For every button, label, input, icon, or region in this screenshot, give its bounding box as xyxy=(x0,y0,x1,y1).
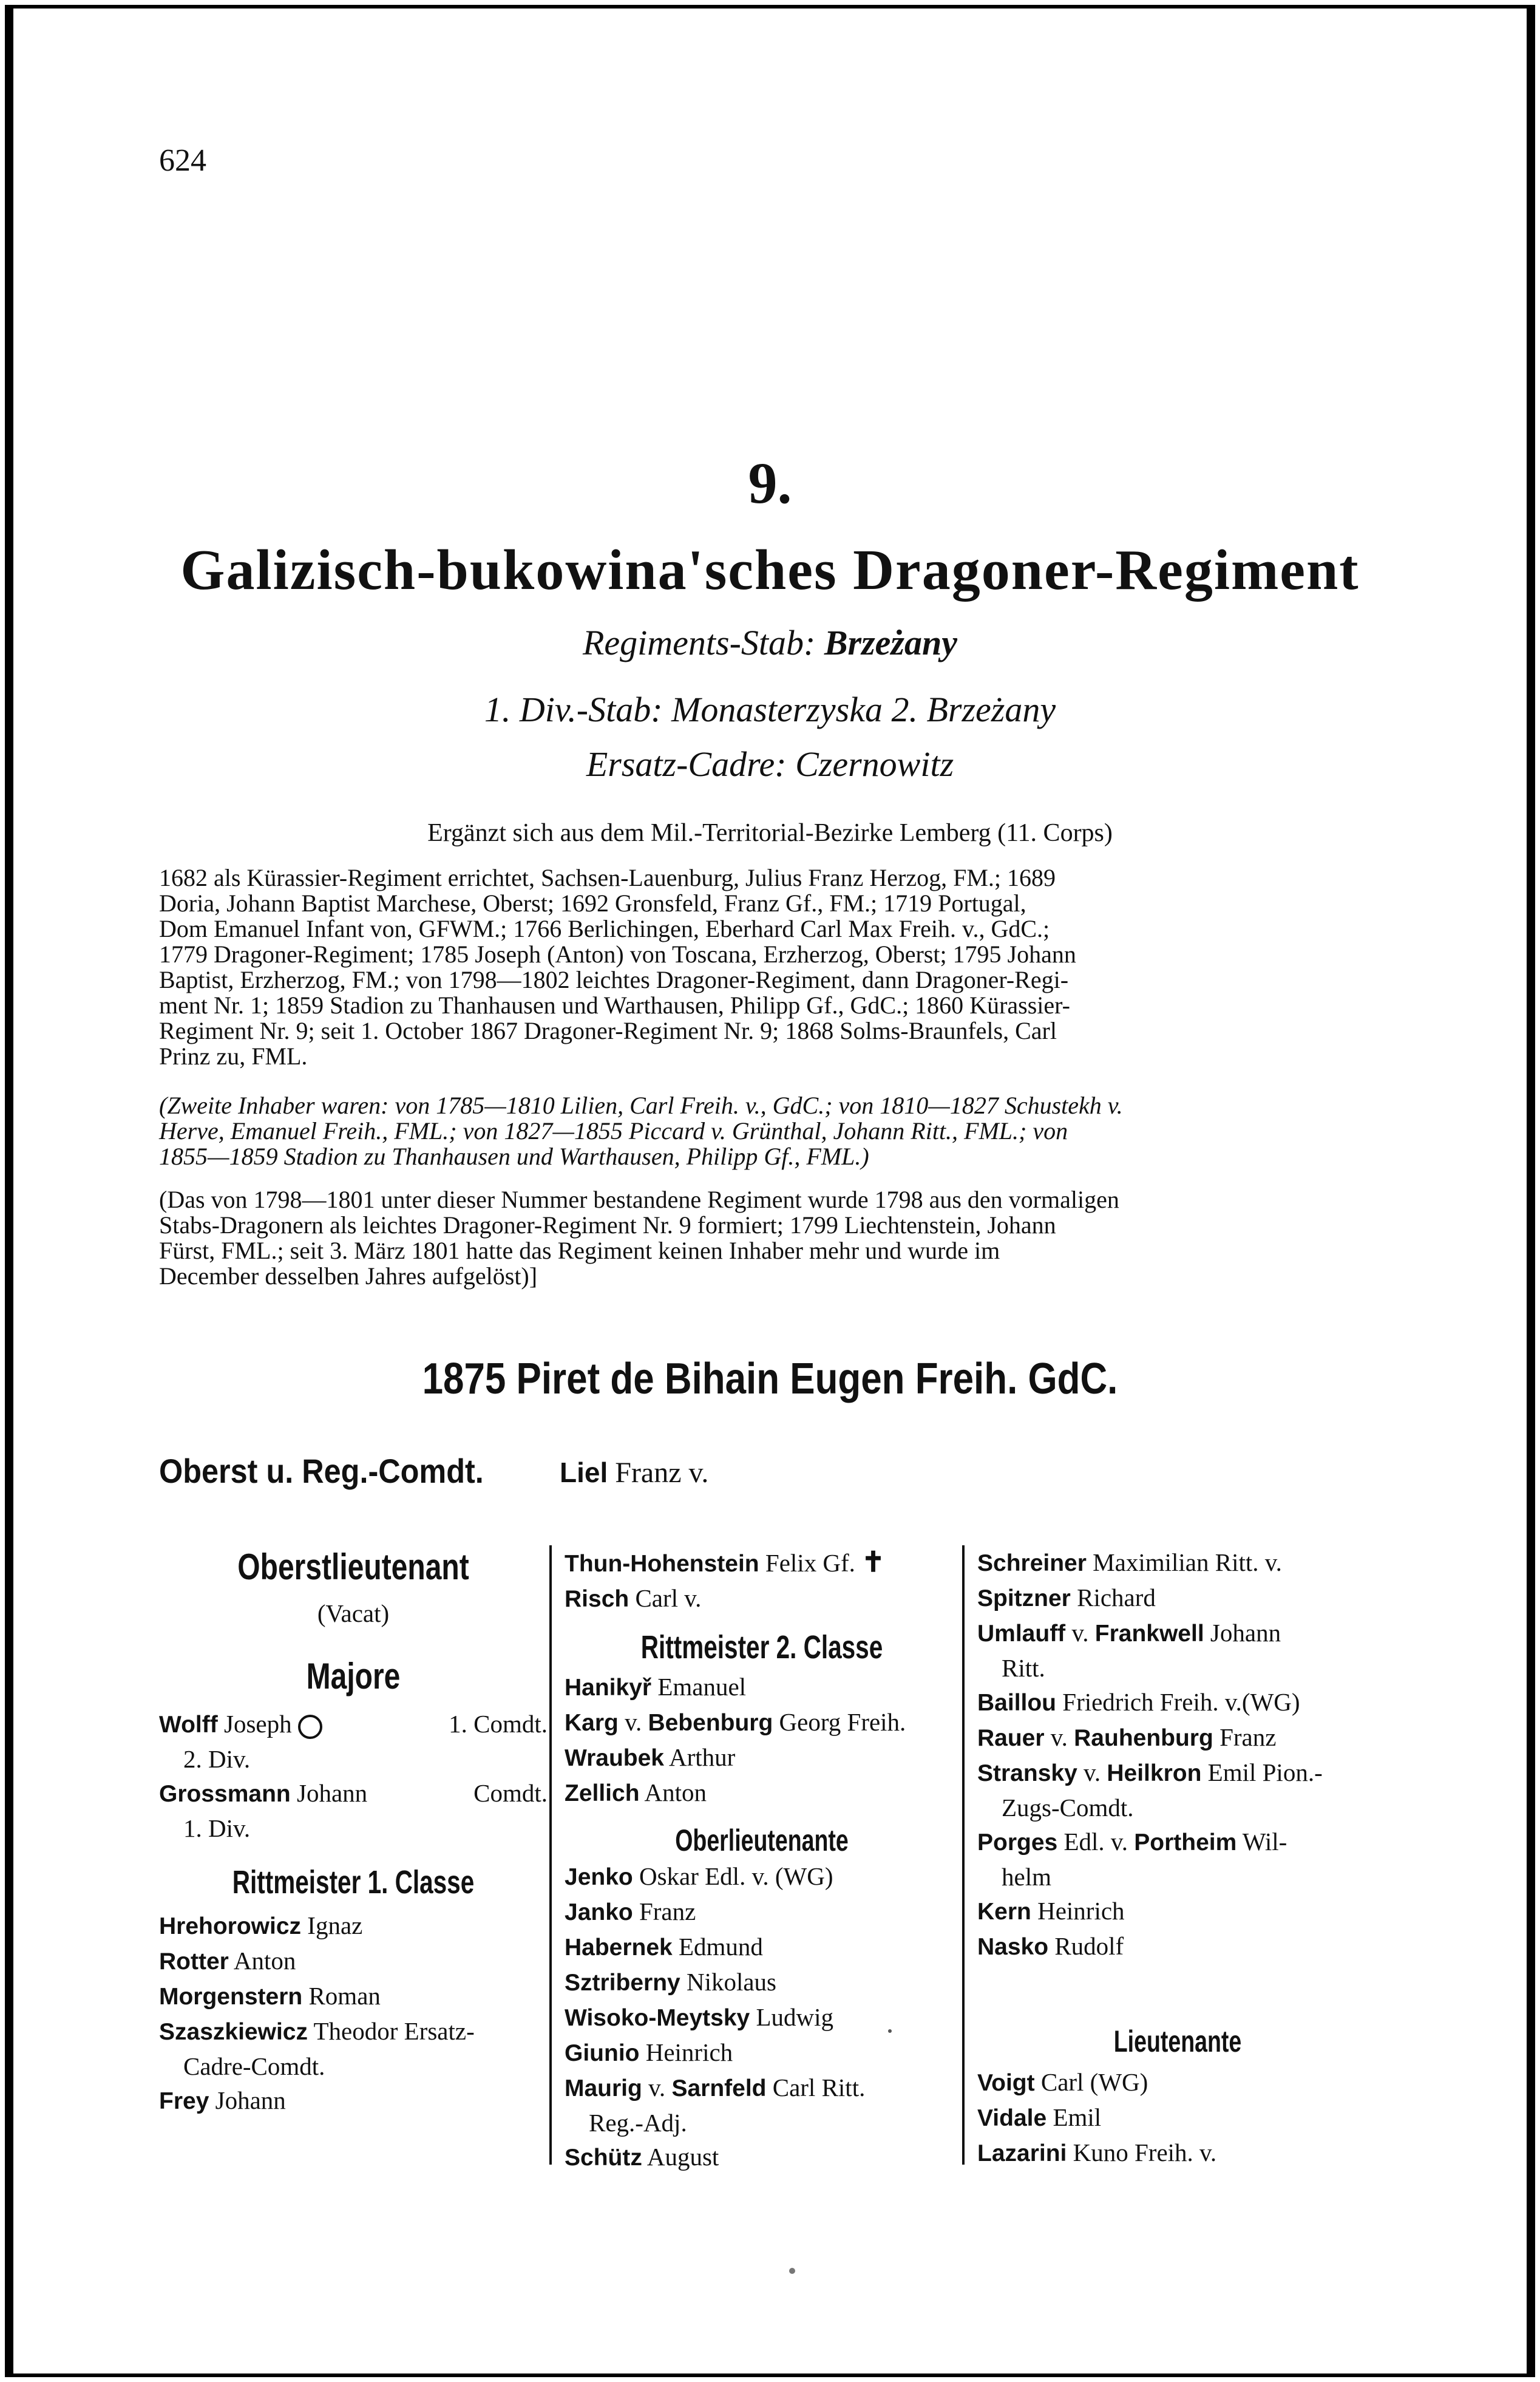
entry-name: Spitzner xyxy=(977,1585,1071,1611)
entry-name: Kern xyxy=(977,1899,1031,1925)
stab-label: Regiments-Stab: xyxy=(583,623,816,662)
column-3 xyxy=(977,1545,1378,2171)
list-item xyxy=(565,1545,959,1581)
history-line: Baptist, Erzherzog, FM.; von 1798—1802 leichtes Dragoner-Regiment, dann Dragoner-Regi- xyxy=(159,966,1069,993)
entry-name: Wraubek xyxy=(565,1745,664,1771)
entry-continuation: Zugs-Comdt. xyxy=(1002,1794,1134,1822)
column-1 xyxy=(159,1545,548,2118)
second-owners-paragraph xyxy=(159,1093,1380,1169)
entry-rest: Franz xyxy=(639,1897,696,1925)
list-item xyxy=(159,1944,548,1979)
entry-name: Jenko xyxy=(565,1864,633,1890)
list-item xyxy=(565,1705,959,1740)
div-stab-line: 1. Div.-Stab: Monasterzyska 2. Brzeżany xyxy=(484,690,1056,729)
print-speck xyxy=(888,2029,892,2033)
entry-rest: Nikolaus xyxy=(686,1968,777,1996)
entry-name: Morgenstern xyxy=(159,1984,303,2010)
history-line: Dom Emanuel Infant von, GFWM.; 1766 Berlichingen, Eberhard Carl Max Freih. v., GdC.; xyxy=(159,915,1050,942)
entry-name: Zellich xyxy=(565,1780,640,1806)
entry-rest: Oskar Edl. v. (WG) xyxy=(639,1862,833,1890)
page-number: 624 xyxy=(159,143,206,178)
entry-name-2: Rauhenburg xyxy=(1074,1725,1213,1751)
entry-name: Karg xyxy=(565,1710,619,1736)
erganzt-line: Ergänzt sich aus dem Mil.-Territorial-Bezirke Lemberg (11. Corps) xyxy=(427,819,1113,847)
entry-rest: Johann xyxy=(215,2086,286,2114)
entry-name: Frey xyxy=(159,2088,209,2114)
entry-line xyxy=(159,1707,548,1742)
entry-rest: Richard xyxy=(1077,1584,1156,1611)
entry-continuation: 2. Div. xyxy=(183,1745,251,1773)
entry-rest: Friedrich Freih. v.(WG) xyxy=(1062,1688,1300,1716)
entry-name: Rotter xyxy=(159,1948,229,1975)
list-item xyxy=(159,1707,548,1776)
entry-rest: Ignaz xyxy=(307,1911,363,1939)
entry-name: Umlauff xyxy=(977,1621,1066,1647)
inhaber-line: Herve, Emanuel Freih., FML.; von 1827—1855 Piccard v. Grünthal, Johann Ritt., FML.; von xyxy=(159,1117,1068,1145)
list-item xyxy=(565,1775,959,1811)
list-item xyxy=(977,2100,1378,2135)
entry-rest: Maximilian Ritt. v. xyxy=(1093,1548,1282,1576)
entry-name: Voigt xyxy=(977,2070,1035,2096)
list-item xyxy=(565,1965,959,2000)
entry-continuation: Cadre-Comdt. xyxy=(183,2052,325,2080)
ersatz-label: Ersatz-Cadre: xyxy=(586,744,787,784)
history-line: Prinz zu, FML. xyxy=(159,1043,308,1070)
entry-rest-2: Johann xyxy=(1210,1619,1281,1647)
ersatz-place: Czernowitz xyxy=(795,744,954,784)
entry-continuation: Reg.-Adj. xyxy=(589,2109,687,2137)
rittmeister-1-heading: Rittmeister 1. Classe xyxy=(232,1864,475,1900)
history-line: Regiment Nr. 9; seit 1. October 1867 Dragoner-Regiment Nr. 9; 1868 Solms-Braunfels, Carl xyxy=(159,1017,1057,1044)
entry-name: Nasko xyxy=(977,1934,1049,1960)
entry-rest: Ludwig xyxy=(756,2003,834,2031)
print-speck xyxy=(789,2268,795,2274)
note-line: December desselben Jahres aufgelöst)] xyxy=(159,1262,538,1290)
entry-name: Grossmann xyxy=(159,1781,291,1807)
entry-rest-2: Wil- xyxy=(1242,1828,1287,1856)
list-item xyxy=(565,2000,959,2035)
regiments-stab-line xyxy=(0,622,1540,663)
entry-name-2: Sarnfeld xyxy=(671,2075,767,2101)
vacat-note: (Vacat) xyxy=(317,1599,390,1627)
entry-rest-2: Carl Ritt. xyxy=(772,2074,866,2101)
entry-name: Hrehorowicz xyxy=(159,1913,302,1939)
entry-name: Baillou xyxy=(977,1690,1057,1716)
entry-suffix: Comdt. xyxy=(473,1779,548,1807)
entry-rest-2: Emil Pion.- xyxy=(1207,1758,1323,1786)
note-line: Stabs-Dragonern als leichtes Dragoner-Regiment Nr. 9 formiert; 1799 Liechtenstein, Johann xyxy=(159,1211,1056,1239)
entry-name: Schütz xyxy=(565,2145,642,2171)
list-item xyxy=(977,1894,1378,1929)
column-rule-1 xyxy=(549,1545,552,2165)
entry-name: Lazarini xyxy=(977,2140,1067,2166)
entry-name: Janko xyxy=(565,1899,633,1925)
list-item xyxy=(977,1720,1378,1755)
entry-name: Wolff xyxy=(159,1712,218,1738)
inhaber-line: 1855—1859 Stadion zu Thanhausen und Warthausen, Philipp Gf., FML.) xyxy=(159,1143,869,1170)
entry-line xyxy=(977,1825,1378,1860)
inhaber-line: (Zweite Inhaber waren: von 1785—1810 Lilien, Carl Freih. v., GdC.; von 1810—1827 Schustekh v. xyxy=(159,1092,1123,1119)
list-item xyxy=(565,2140,959,2175)
entry-name: Sztriberny xyxy=(565,1970,680,1996)
entry-name: Thun-Hohenstein xyxy=(565,1551,759,1577)
history-line: 1682 als Kürassier-Regiment errichtet, Sachsen-Lauenburg, Julius Franz Herzog, FM.; 1689 xyxy=(159,864,1056,891)
entry-line xyxy=(565,2071,959,2106)
entry-rest: Anton xyxy=(233,1947,296,1975)
list-item xyxy=(977,1581,1378,1616)
entry-rest: v. xyxy=(1071,1619,1089,1647)
entry-rest: Carl v. xyxy=(635,1584,702,1612)
entry-rest-2: Franz xyxy=(1219,1723,1277,1751)
entry-continuation: Ritt. xyxy=(1002,1654,1045,1682)
entry-rest: Arthur xyxy=(669,1743,736,1771)
entry-name: Rauer xyxy=(977,1725,1045,1751)
entry-name: Habernek xyxy=(565,1935,673,1961)
entry-rest: Edl. v. xyxy=(1063,1828,1128,1856)
entry-rest-2: Georg Freih. xyxy=(779,1708,906,1736)
list-item xyxy=(565,2035,959,2071)
entry-name: Risch xyxy=(565,1586,629,1612)
entry-name: Hanikyř xyxy=(565,1675,652,1701)
entry-rest: Heinrich xyxy=(645,2038,733,2066)
oberstlieutenant-heading: Oberstlieutenant xyxy=(237,1547,469,1587)
lieutenante-heading: Lieutenante xyxy=(1113,2024,1242,2058)
list-item xyxy=(565,1670,959,1705)
list-item xyxy=(977,2135,1378,2171)
entry-suffix: 1. Comdt. xyxy=(449,1710,548,1738)
entry-rest: Emil xyxy=(1053,2103,1102,2131)
entry-name-2: Bebenburg xyxy=(648,1710,773,1736)
entry-name: Porges xyxy=(977,1829,1058,1856)
list-item xyxy=(159,1908,548,1944)
entry-rest: v. xyxy=(1050,1723,1068,1751)
entry-continuation: 1. Div. xyxy=(183,1814,251,1842)
oberst-surname: Liel xyxy=(560,1457,608,1488)
entry-name: Maurig xyxy=(565,2075,642,2101)
entry-name: Schreiner xyxy=(977,1550,1087,1576)
oberst-name xyxy=(560,1456,708,1489)
entry-rest: Rudolf xyxy=(1054,1932,1124,1960)
entry-rest: Felix Gf. xyxy=(765,1549,855,1577)
rittmeister-2-heading: Rittmeister 2. Classe xyxy=(640,1629,883,1666)
entry-rest: Edmund xyxy=(679,1933,763,1961)
entry-continuation: helm xyxy=(1002,1863,1051,1891)
entry-name: Wisoko-Meytsky xyxy=(565,2005,750,2031)
list-item xyxy=(977,2065,1378,2100)
history-line: Doria, Johann Baptist Marchese, Oberst; 1692 Gronsfeld, Franz Gf., FM.; 1719 Portugal, xyxy=(159,890,1026,917)
list-item xyxy=(565,2071,959,2140)
list-item xyxy=(977,1616,1378,1685)
entry-rest: Heinrich xyxy=(1037,1897,1125,1925)
entry-name: Stransky xyxy=(977,1760,1077,1786)
entry-rest: v. xyxy=(648,2074,666,2101)
list-item xyxy=(159,2083,548,2118)
list-item xyxy=(977,1685,1378,1720)
list-item xyxy=(159,1776,548,1845)
regiment-number: 9. xyxy=(748,451,792,516)
list-item xyxy=(159,2014,548,2083)
ersatz-cadre-line xyxy=(0,744,1540,784)
regiment-owner-heading: 1875 Piret de Bihain Eugen Freih. GdC. xyxy=(422,1355,1118,1403)
list-item xyxy=(565,1581,959,1616)
entry-name: Giunio xyxy=(565,2040,640,2066)
list-item xyxy=(159,1979,548,2014)
entry-name: Vidale xyxy=(977,2105,1047,2131)
entry-first: Joseph xyxy=(224,1710,292,1738)
entry-name: Szaszkiewicz xyxy=(159,2019,308,2045)
regiment-title: Galizisch-bukowina'sches Dragoner-Regiment xyxy=(180,539,1360,602)
list-item xyxy=(977,1825,1378,1894)
entry-rest: Emanuel xyxy=(657,1673,747,1701)
oberlieutenante-heading: Oberlieutenante xyxy=(675,1823,849,1857)
entry-line xyxy=(977,1755,1378,1791)
entry-rest: Kuno Freih. v. xyxy=(1073,2139,1217,2166)
history-line: 1779 Dragoner-Regiment; 1785 Joseph (Anton) von Toscana, Erzherzog, Oberst; 1795 Johann xyxy=(159,941,1076,968)
entry-rest: v. xyxy=(1084,1758,1101,1786)
column-rule-2 xyxy=(962,1545,965,2165)
oberst-label: Oberst u. Reg.-Comdt. xyxy=(159,1452,484,1490)
entry-rest: Anton xyxy=(644,1778,707,1806)
entry-name-2: Frankwell xyxy=(1094,1621,1204,1647)
history-line: ment Nr. 1; 1859 Stadion zu Thanhausen und Warthausen, Philipp Gf., GdC.; 1860 Kürassier- xyxy=(159,992,1070,1019)
entry-first: Johann xyxy=(296,1779,368,1807)
history-paragraph xyxy=(159,865,1380,1069)
majore-heading: Majore xyxy=(306,1656,401,1696)
list-item xyxy=(977,1755,1378,1825)
list-item xyxy=(977,1929,1378,1964)
entry-name-2: Heilkron xyxy=(1107,1760,1202,1786)
list-item xyxy=(977,1545,1378,1581)
entry-line xyxy=(977,1616,1378,1651)
entry-rest: August xyxy=(646,2143,719,2171)
note-line: (Das von 1798—1801 unter dieser Nummer bestandene Regiment wurde 1798 aus den vormaligen xyxy=(159,1186,1119,1213)
circle-symbol-icon xyxy=(298,1715,322,1739)
list-item xyxy=(565,1740,959,1775)
stab-place: Brzeżany xyxy=(824,623,957,662)
note-line: Fürst, FML.; seit 3. März 1801 hatte das Regiment keinen Inhaber mehr und wurde im xyxy=(159,1237,1000,1264)
entry-rest: Roman xyxy=(308,1982,381,2010)
entry-rest: Carl (WG) xyxy=(1040,2068,1148,2096)
list-item xyxy=(565,1894,959,1930)
oberst-rest: Franz v. xyxy=(615,1457,709,1489)
column-2 xyxy=(565,1545,959,2175)
list-item xyxy=(565,1930,959,1965)
entry-name-2: Portheim xyxy=(1134,1829,1237,1856)
deceased-cross-icon: ✝ xyxy=(861,1547,885,1577)
list-item xyxy=(565,1859,959,1894)
entry-rest: v. xyxy=(625,1708,642,1736)
entry-line xyxy=(159,1776,548,1811)
entry-line xyxy=(159,2014,548,2049)
former-regiment-note xyxy=(159,1187,1380,1289)
entry-rest: Theodor Ersatz- xyxy=(313,2017,475,2045)
